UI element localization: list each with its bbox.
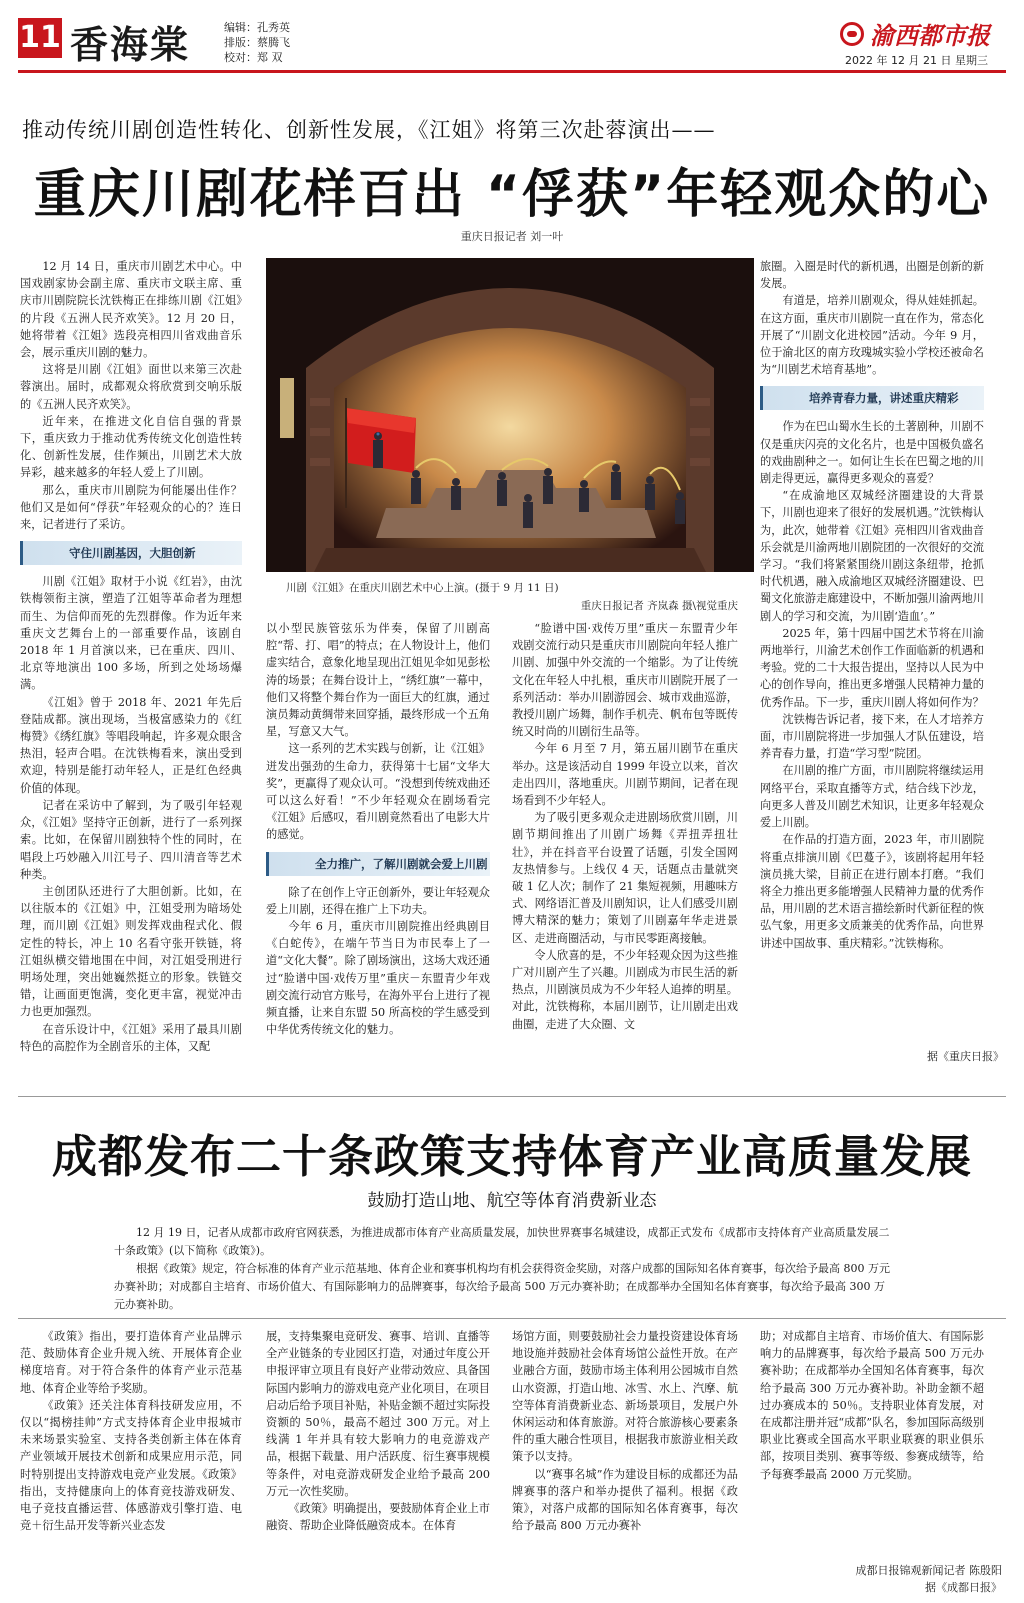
paragraph: 在作品的打造方面，2023 年，市川剧院将重点排演川剧《巴蔓子》，该剧将起用年轻演员挑大梁，目前正在进行剧本打磨。“我们将全力推出更多能增强人民精神力量的优秀作品，用川剧的艺术语言描绘新时代新征程的恢弘气象，用更多文质兼美的优秀作品，向世界讲述中国故事、重庆精彩。”沈铁梅称。 — [760, 833, 984, 950]
article2-column-3 — [512, 1328, 738, 1534]
article2-subheadline: 鼓励打造山地、航空等体育消费新业态 — [367, 1191, 657, 1211]
paragraph: 《政策》还关注体育科技研发应用，不仅以“揭榜挂帅”方式支持体育企业申报城市未来场景实验室、支持各类创新主体在体育产业领域开展技术创新和成果应用示范，同时特别提出支持游戏电竞产业发展。《政策》指出，支持健康向上的体育竞技游戏研发、电子竞技直播运营、体感游戏引擎打造、电竞＋衍生品开发等新兴业态发 — [20, 1398, 242, 1533]
paragraph: 《江姐》曾于 2018 年、2021 年先后登陆成都。演出现场，当极富感染力的《红梅赞》《绣红旗》等唱段响起，许多观众眼含热泪，轻声合唱。在沈铁梅看来，演出受到欢迎，特别是能打动年轻人，正是红色经典价值的体现。 — [20, 695, 242, 795]
paragraph: 在川剧的推广方面，市川剧院将继续运用网络平台，采取直播等方式，结合线下沙龙，向更多人普及川剧艺术知识，让更多年轻观众爱上川剧。 — [760, 764, 984, 830]
paragraph: 川剧《江姐》取材于小说《红岩》，由沈铁梅领衔主演，塑造了江姐等革命者为理想而生、为信仰而死的先烈群像。作为近年来重庆文艺舞台上的一部重要作品，该剧自 2018 年 1 月首演以来，已在重庆、四川、北京等地演出 100 多场，所到之处场场爆满。 — [20, 575, 242, 692]
article1-column-3 — [512, 620, 738, 1033]
article1-source: 据《重庆日报》 — [927, 1050, 1004, 1063]
newspaper-logo — [840, 16, 990, 51]
article1-kicker: 推动传统川剧创造性转化、创新性发展，《江姐》将第三次赴蓉演出—— — [22, 118, 716, 142]
editor-line: 编辑：孔秀英 — [224, 21, 290, 34]
article2-column-4 — [760, 1328, 984, 1483]
subhead-keep-genes: 守住川剧基因，大胆创新 — [20, 541, 242, 565]
article2-byline — [856, 1562, 1003, 1596]
editor-credits — [224, 20, 290, 65]
opera-stage-photo — [266, 258, 754, 572]
paragraph: 今年 6 月，重庆市川剧院推出经典剧目《白蛇传》，在端午节当日为市民奉上了一道“文化大餐”。除了剧场演出，这场大戏还通过“脸谱中国·戏传万里”重庆－东盟青少年戏剧交流行动官方账号，在海外平台上进行了视频直播，让来自东盟 50 所高校的学生感受到中华优秀传统文化的魅力。 — [266, 920, 491, 1037]
paragraph: “脸谱中国·戏传万里”重庆－东盟青少年戏剧交流行动只是重庆市川剧院向年轻人推广川剧、加强中外交流的一个缩影。为了让传统文化在年轻人中扎根，重庆市川剧院开展了一系列活动：举办川剧游园会、城市戏曲巡游，教授川剧广场舞，制作手机壳、帆布包等既传统又时尚的川剧衍生品等。 — [512, 622, 738, 739]
paragraph: 2025 年，第十四届中国艺术节将在川渝两地举行，川渝艺术创作工作面临新的机遇和考验。党的二十大报告提出，坚持以人民为中心的创作导向，推出更多增强人民精神力量的优秀作品。下一步，重庆川剧人将如何作为？ — [760, 626, 984, 709]
article2-column-2 — [266, 1328, 490, 1534]
paragraph: 这一系列的艺术实践与创新，让《江姐》迸发出强劲的生命力，获得第十七届“文华大奖”，更赢得了观众认可。“没想到传统戏曲还可以这么好看！”不少年轻观众在剧场看完《江姐》后感叹，看川剧竟然看出了电影大片的感觉。 — [266, 742, 491, 842]
paragraph: 《政策》明确提出，要鼓励体育企业上市融资、帮助企业降低融资成本。在体育 — [266, 1502, 490, 1533]
paragraph: 以小型民族管弦乐为伴奏，保留了川剧高腔“帮、打、唱”的特点；在人物设计上，他们虚实结合，意象化地呈现出江姐见伞如见彭松涛的场景；在舞台设计上，“绣红旗”一幕中，他们又将整个舞台作为一面巨大的红旗，通过演员舞动黄绸带来回穿插，最终形成一个五角星，写意又大气。 — [266, 622, 491, 739]
paragraph: 除了在创作上守正创新外，要让年轻观众爱上川剧，还得在推广上下功夫。 — [266, 885, 490, 916]
article1-byline: 重庆日报记者 刘一叶 — [460, 230, 564, 243]
logo-text: 渝西都市报 — [870, 21, 990, 50]
subhead-youth-power: 培养青春力量，讲述重庆精彩 — [760, 386, 984, 410]
paragraph: 有道是，培养川剧观众，得从娃娃抓起。在这方面，重庆市川剧院一直在作为，常态化开展了“川剧文化进校园”活动。今年 9 月，位于渝北区的南方玫瑰城实验小学校还被命名为“川剧艺术培育基地”。 — [760, 294, 984, 377]
paragraph: 作为在巴山蜀水生长的土著剧种，川剧不仅是重庆闪亮的文化名片，也是中国极负盛名的戏曲剧种之一。如何让生长在巴蜀之地的川剧走得更远，赢得更多观众的喜爱？ — [760, 420, 984, 486]
article1-column-2 — [266, 620, 490, 1038]
paragraph: 记者在采访中了解到，为了吸引年轻观众，《江姐》坚持守正创新，进行了一系列探索。比如，在保留川剧独特个性的同时，在唱段上巧妙融入川江号子、四川清音等艺术种类。 — [20, 798, 242, 881]
article1-column-4 — [760, 258, 984, 952]
article2-source: 据《成都日报》 — [925, 1581, 1002, 1594]
article1-headline: 重庆川剧花样百出 “俘获”年轻观众的心 — [33, 165, 991, 225]
paragraph: “在成渝地区双城经济圈建设的大背景下，川剧也迎来了很好的发展机遇。”沈铁梅认为，此次，她带着《江姐》亮相四川省戏曲音乐会就是川渝两地川剧院团的一次很好的交流学习。“我们将紧紧围绕川剧这条纽带，抢抓时代机遇，融入成渝地区双城经济圈建设、巴蜀文化旅游走廊建设中，不断加强川渝两地川剧人的学习和交流，为川剧‘造血’。” — [760, 489, 984, 623]
paragraph: 展，支持集聚电竞研发、赛事、培训、直播等全产业链条的专业园区打造，对通过年度公开申报评审立项且有良好产业带动效应、具备国际国内影响力的游戏电竞产业化项目，在项目启动后给予项目补贴，补贴金额不超过实际投资额的 50％，最高不超过 300 万元。对上线满 1 年并具有较大影响力的电竞游戏产品，根据下载量、用户活跃度、衍生赛事规模等条件，对电竞游戏研发企业给予最高 200 万元一次性奖励。 — [266, 1330, 490, 1498]
article2-lead — [114, 1224, 894, 1314]
stage-illustration — [266, 258, 754, 572]
paragraph: 场馆方面，则要鼓励社会力量投资建设体育场地设施并鼓励社会体育场馆公益性开放。在产业融合方面，鼓励市场主体利用公园城市自然山水资源，打造山地、冰雪、水上、汽摩、航空等体育消费新业态、新场景项目，发展户外休闲运动和体育旅游。对符合旅游核心要素条件的重大融合性项目，根据我市旅游业相关政策予以支持。 — [512, 1330, 738, 1464]
paragraph: 旅圈。入圈是时代的新机遇，出圈是创新的新发展。 — [760, 260, 984, 291]
lead-paragraph: 12 月 19 日，记者从成都市政府官网获悉，为推进成都市体育产业高质量发展，加快世界赛事名城建设，成都正式发布《成都市支持体育产业高质量发展二十条政策》(以下简称《政策》)。 — [114, 1226, 890, 1257]
article2-reporter: 成都日报锦观新闻记者 陈殷阳 — [855, 1564, 1002, 1577]
article2-column-1 — [20, 1328, 242, 1534]
paragraph: 《政策》指出，要打造体育产业品牌示范、鼓励体育企业升规入统、开展体育企业梯度培育。对于符合条件的体育产业示范基地、体育企业等给予奖励。 — [20, 1330, 242, 1395]
photo-credit: 重庆日报记者 齐岚森 摄\视觉重庆 — [580, 600, 738, 612]
paragraph: 这将是川剧《江姐》面世以来第三次赴蓉演出。届时，成都观众将欣赏到交响乐版的《五洲人民齐欢笑》。 — [20, 363, 242, 411]
logo-mark-icon — [840, 22, 864, 46]
lead-rule — [18, 1318, 1006, 1319]
subhead-promotion: 全力推广，了解川剧就会爱上川剧 — [266, 852, 490, 876]
paragraph: 令人欣喜的是，不少年轻观众因为这些推广对川剧产生了兴趣。川剧成为市民生活的新热点，川剧演员成为不少年轻人追捧的明星。对此，沈铁梅称，本届川剧节，让川剧走出戏曲圈，走进了大众圈、文 — [512, 948, 738, 1031]
proofreader-line: 校对：郑 双 — [224, 51, 283, 64]
photo-caption: 川剧《江姐》在重庆川剧艺术中心上演。(摄于 9 月 11 日) — [286, 582, 559, 594]
lead-paragraph: 根据《政策》规定，符合标准的体育产业示范基地、体育企业和赛事机构均有机会获得资金奖励，对落户成都的国际知名体育赛事，每次给予最高 800 万元办赛补助；对成都自主培育、市场价值大、有国际影响力的品牌赛事，每次给予最高 500 万元办赛补助；在成都举办全国知名体育赛事，每次给予最高 300 万元办赛补助。 — [114, 1262, 890, 1311]
paragraph: 今年 6 月至 7 月，第五届川剧节在重庆举办。这是该活动自 1999 年设立以来，首次走出四川，落地重庆。川剧节期间，记者在现场看到不少年轻人。 — [512, 742, 738, 808]
article1-column-1 — [20, 258, 242, 1055]
layout-line: 排版：蔡腾飞 — [224, 36, 290, 49]
paragraph: 近年来，在推进文化自信自强的背景下，重庆致力于推动优秀传统文化创造性转化、创新性发展，佳作频出，川剧艺术大放异彩，越来越多的年轻人爱上了川剧。 — [20, 414, 242, 480]
paragraph: 在音乐设计中，《江姐》采用了最具川剧特色的高腔作为全剧音乐的主体，又配 — [20, 1022, 242, 1053]
paragraph: 12 月 14 日，重庆市川剧艺术中心。中国戏剧家协会副主席、重庆市文联主席、重庆市川剧院院长沈铁梅正在排练川剧《江姐》的片段《五洲人民齐欢笑》。12 月 20 日，她将带着《江姐》选段亮相四川省戏曲音乐会，展示重庆川剧的魅力。 — [20, 260, 242, 360]
section-title: 香海棠 — [70, 22, 191, 67]
paragraph: 为了吸引更多观众走进剧场欣赏川剧，川剧节期间推出了川剧广场舞《弄扭弄扭壮壮》，并在抖音平台设置了话题，引发全国网友热情参与。上线仅 4 天，话题点击量就突破 1 亿人次；制作了 21 集短视频，用趣味方式、网络语汇普及川剧知识，让人们感受川剧博大精深的魅力；策划了川剧嘉年华走进景区、走进商圈活动，与市民零距离接触。 — [512, 811, 738, 945]
article2-headline: 成都发布二十条政策支持体育产业高质量发展 — [51, 1130, 972, 1183]
paragraph: 助；对成都自主培育、市场价值大、有国际影响力的品牌赛事，每次给予最高 500 万元办赛补助；在成都举办全国知名体育赛事，每次给予最高 300 万元办赛补助。补助金额不超过办赛成本的 50％。支持职业体育发展，对在成都注册并冠“成都”队名，参加国际高级别职业比赛或全国高水平职业联赛的职业俱乐部，按项目类别、赛事等级、参赛成绩等，给予每赛季最高 2000 万元奖励。 — [760, 1330, 985, 1481]
article-divider — [18, 1096, 1006, 1097]
paragraph: 主创团队还进行了大胆创新。比如，在以往版本的《江姐》中，江姐受刑为暗场处理，而川剧《江姐》则发挥戏曲程式化、假定性的特长，冲上 10 名看守张开铁链，将江姐纵横交错地围在中间，对江姐受刑进行明场处理，突出她巍然挺立的形象。铁链交错，让画面更饱满，变化更丰富，视觉冲击力也更加强烈。 — [20, 884, 242, 1019]
paragraph: 以“赛事名城”作为建设目标的成都还为品牌赛事的落户和举办提供了福利。根据《政策》，对落户成都的国际知名体育赛事，每次给予最高 800 万元办赛补 — [512, 1467, 738, 1533]
paragraph: 沈铁梅告诉记者，接下来，在人才培养方面，市川剧院将进一步加强人才队伍建设，培养青春力量，打造“学习型”院团。 — [760, 712, 984, 761]
page-number: 11 — [18, 18, 62, 58]
publication-date: 2022 年 12 月 21 日 星期三 — [845, 54, 988, 67]
paragraph: 那么，重庆市川剧院为何能屡出佳作？他们又是如何“俘获”年轻观众的心的？连日来，记者进行了采访。 — [20, 483, 242, 532]
header-rule — [18, 70, 1006, 73]
